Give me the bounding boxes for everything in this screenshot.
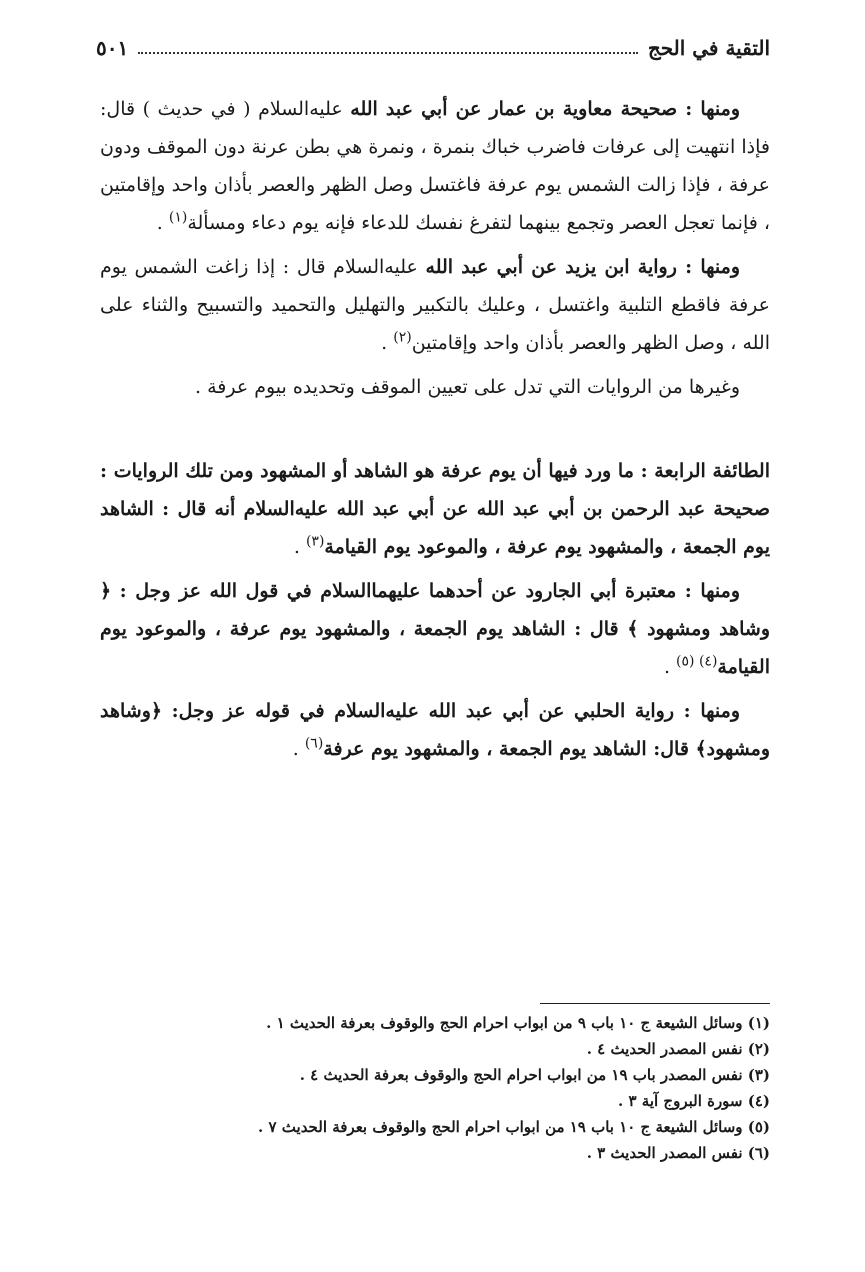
page-number: ٥٠١ (96, 36, 129, 60)
footnote-ref[interactable]: (١) (168, 209, 188, 226)
paragraph-lead: ومنها : رواية الحلبي عن أبي عبد الله (428, 700, 740, 722)
paragraph-lead: ومنها : معتبرة أبي الجارود عن أحدهما (428, 580, 741, 602)
footnote-ref[interactable]: (٢) (393, 329, 412, 346)
paragraph-ibn-yazid (100, 248, 770, 362)
footnote-divider (540, 1003, 770, 1004)
paragraph-text: عليه‌السلام قال : إذا زاغت الشمس يوم عرفة فاقطع التلبية واغتسل ، وعليك بالتكبير والتهليل والتحميد والتسبيح والثناء على الله ، وصل الظهر والعصر بأذان واحد وإقامتين (100, 256, 770, 354)
paragraph-end: . (292, 738, 305, 760)
paragraph-end: . (663, 656, 677, 678)
footnote-4: (٤) سورة البروج آية ٣ . (618, 1092, 770, 1110)
paragraph-fourth-group (100, 452, 770, 566)
running-header (96, 30, 770, 66)
paragraph-abi-jarud (100, 572, 770, 686)
footnote-6: (٦) نفس المصدر الحديث ٣ . (586, 1144, 770, 1162)
running-title: التقية في الحج (647, 36, 770, 60)
paragraph-end: . (381, 332, 394, 354)
paragraph-text: : ما ورد فيها أن يوم عرفة هو الشاهد أو المشهود ومن تلك الروايات : صحيحة عبد الرحمن بن أبي عبد الله عن أبي عبد الله عليه‌السلام أنه قال : الشاهد يوم الجمعة ، والمشهود يوم عرفة ، والموعود يوم القيامة (100, 460, 770, 558)
paragraph-text: عليه‌السلام ( في حديث ) قال: فإذا انتهيت إلى عرفات فاضرب خباك بنمرة ، ونمرة هي بطن عرنة دون الموقف ودون عرفة ، فإذا زالت الشمس يوم عرفة فاغتسل وصل الظهر والعصر بأذان واحد وإقامتين ، فإنما تعجل العصر وتجمع بينهما لتفرغ نفسك للدعاء فإنه يوم دعاء ومسألة (100, 98, 770, 234)
footnotes (100, 1010, 770, 1166)
footnote-ref[interactable]: (٤) (٥) (676, 653, 718, 670)
footnote-3: (٣) نفس المصدر باب ١٩ من ابواب احرام الحج والوقوف بعرفة الحديث ٤ . (299, 1066, 770, 1084)
section-spacer (100, 412, 770, 452)
section-heading: الطائفة الرابعة (654, 460, 770, 482)
paragraph-end: . (293, 536, 306, 558)
footnote-ref[interactable]: (٦) (304, 735, 324, 752)
paragraph-muawiya (100, 90, 770, 242)
paragraph-other-narrations (100, 368, 770, 406)
paragraph-end: . (156, 212, 169, 234)
paragraph-text: وغيرها من الروايات التي تدل على تعيين الموقف وتحديده بيوم عرفة . (195, 376, 740, 398)
paragraph-text: عليه‌السلام في قوله عز وجل: ﴿وشاهد ومشهود﴾ قال: الشاهد يوم الجمعة ، والمشهود يوم عرفة (100, 700, 770, 760)
footnote-5: (٥) وسائل الشيعة ج ١٠ باب ١٩ من ابواب احرام الحج والوقوف بعرفة الحديث ٧ . (258, 1118, 770, 1136)
paragraph-halabi (100, 692, 770, 768)
footnote-ref[interactable]: (٣) (305, 533, 325, 550)
paragraph-lead: ومنها : صحيحة معاوية بن عمار عن أبي عبد الله (350, 98, 740, 120)
footnote-2: (٢) نفس المصدر الحديث ٤ . (586, 1040, 770, 1058)
main-text (100, 90, 770, 774)
paragraph-lead: ومنها : رواية ابن يزيد عن أبي عبد الله (425, 256, 740, 278)
paragraph-text: عليهما‌السلام في قول الله عز وجل : ﴿ وشاهد ومشهود ﴾ قال : الشاهد يوم الجمعة ، والمشهود يوم عرفة ، والموعود يوم القيامة (100, 580, 770, 678)
footnote-1: (١) وسائل الشيعة ج ١٠ باب ٩ من ابواب احرام الحج والوقوف بعرفة الحديث ١ . (266, 1014, 770, 1032)
dot-leader (138, 52, 638, 54)
